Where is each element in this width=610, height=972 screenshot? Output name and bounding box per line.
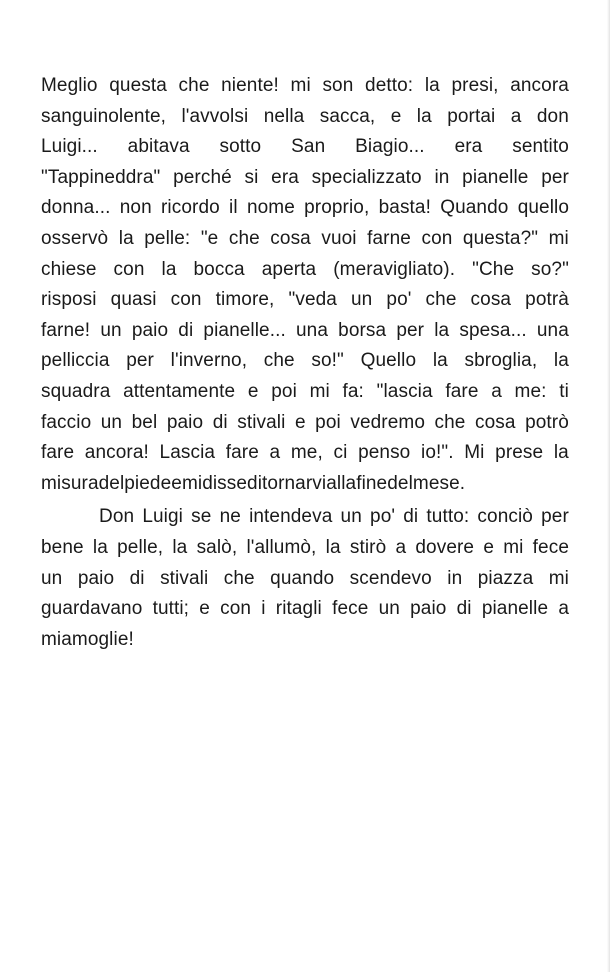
text-line: guardavano tutti; e con i ritagli fece un paio di pianelle a — [41, 598, 569, 620]
text-line: farne! un paio di pianelle... una borsa per la spesa... una — [41, 319, 569, 341]
paragraph — [41, 71, 569, 499]
text-line: sanguinolente, l'avvolsi nella sacca, e la portai a don — [41, 105, 569, 127]
text-line: chiese con la bocca aperta (meravigliato). "Che so?" — [41, 258, 569, 280]
text-line: Luigi... abitava sotto San Biagio... era sentito — [41, 136, 569, 158]
text-line: squadra attentamente e poi mi fa: "lascia fare a me: ti — [41, 380, 569, 402]
text-line: fare ancora! Lascia fare a me, ci penso io!". Mi prese la — [41, 442, 569, 464]
text-line: Don Luigi se ne intendeva un po' di tutto: conciò per — [99, 506, 569, 528]
text-line: faccio un bel paio di stivali e poi vedremo che cosa potrò — [41, 411, 569, 433]
text-line: bene la pelle, la salò, l'allumò, la stirò a dovere e mi fece — [41, 536, 569, 558]
paragraph — [41, 502, 569, 655]
text-line: Meglio questa che niente! mi son detto: la presi, ancora — [41, 75, 569, 96]
text-line: osservò la pelle: "e che cosa vuoi farne con questa?" mi — [41, 227, 569, 249]
text-line: risposi quasi con timore, "veda un po' che cosa potrà — [41, 289, 569, 311]
text-line: misura del piede e mi disse di tornarvi alla fine del mese. — [41, 472, 466, 494]
text-line: donna... non ricordo il nome proprio, basta! Quando quello — [41, 197, 569, 219]
text-line: "Tappineddra" perché si era specializzato in pianelle per — [41, 166, 569, 188]
text-line: mia moglie! — [41, 628, 134, 650]
text-line: un paio di stivali che quando scendevo in piazza mi — [41, 567, 569, 589]
text-line: pelliccia per l'inverno, che so!" Quello la sbroglia, la — [41, 350, 569, 372]
body-text — [41, 71, 569, 655]
